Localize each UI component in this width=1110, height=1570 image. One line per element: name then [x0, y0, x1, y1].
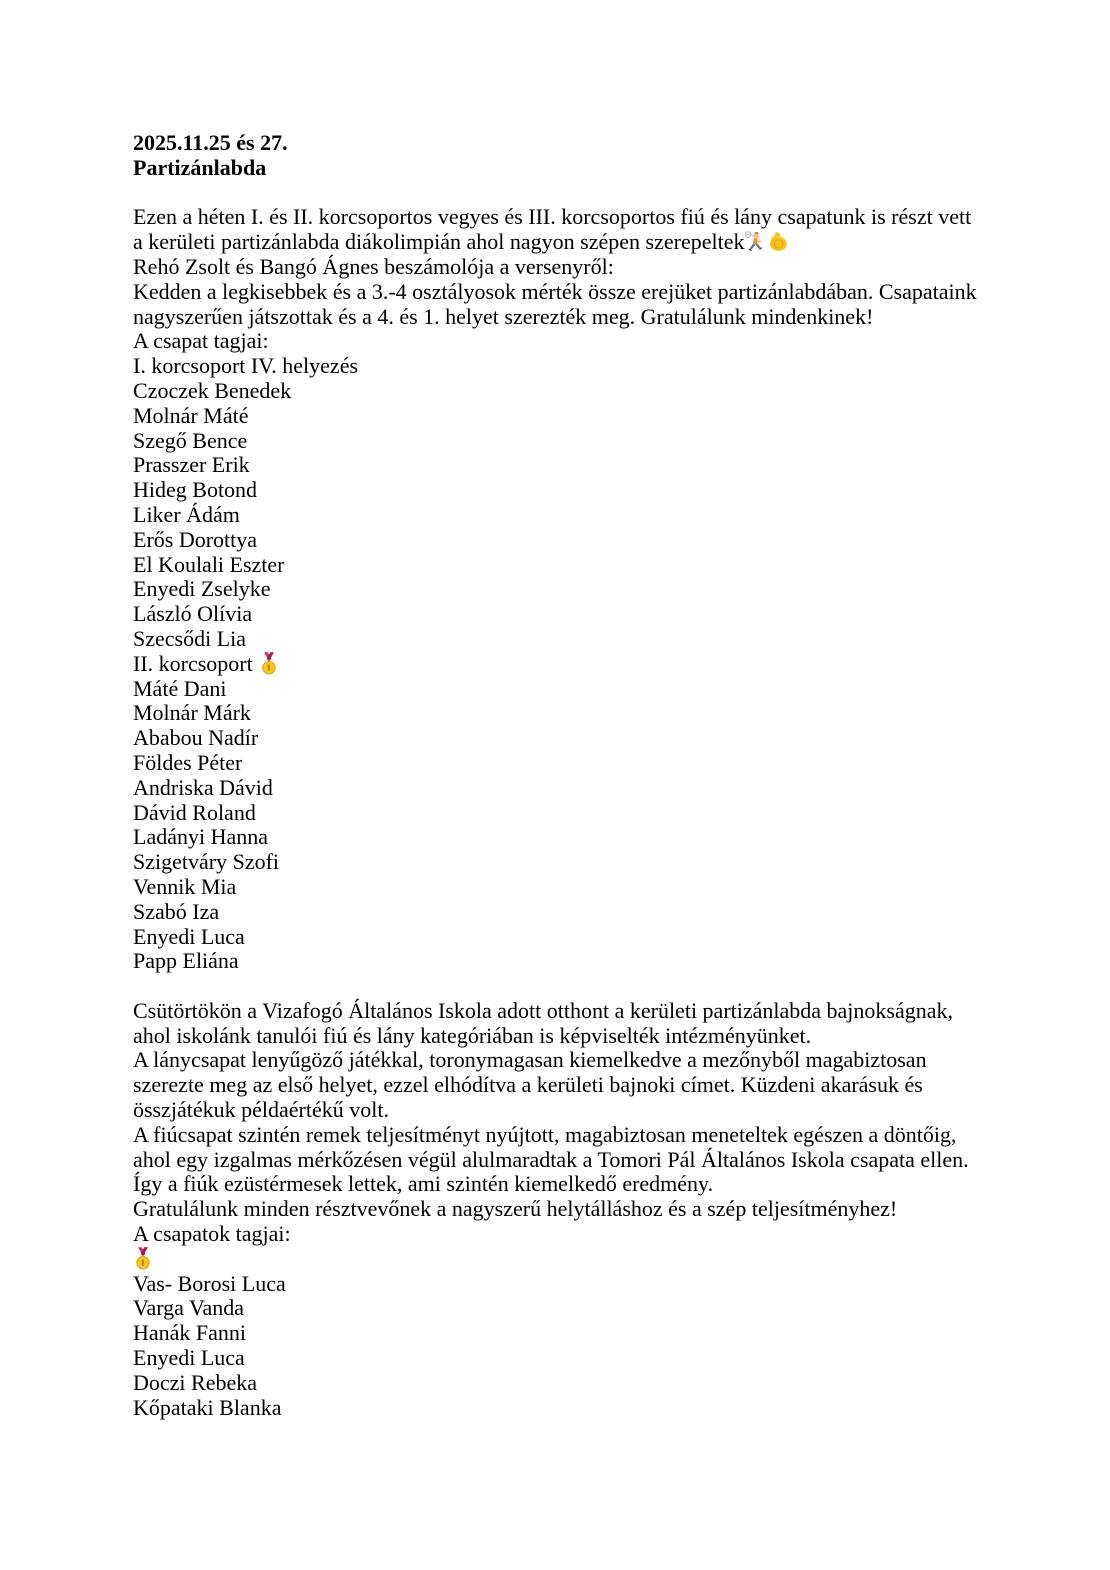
teams-members-label: A csapatok tagjai:: [133, 1221, 291, 1247]
group2-member-list: [133, 677, 978, 975]
team-member-name: Szegő Bence: [133, 427, 248, 453]
team-member-name: Erős Dorottya: [133, 526, 258, 552]
intro-paragraph: [133, 205, 978, 255]
team-member-name: Ababou Nadír: [133, 725, 259, 751]
gold-medal-icon: [259, 652, 279, 675]
group2-heading-text: II. korcsoport: [133, 650, 253, 676]
team-member-name: Enyedi Luca: [133, 1345, 245, 1371]
team-member-name: Földes Péter: [133, 749, 243, 775]
team-member-name: Doczi Rebeka: [133, 1369, 257, 1395]
team-member-name: Papp Eliána: [133, 948, 239, 974]
team-member-name: Vennik Mia: [133, 873, 237, 899]
team-member-name: Molnár Máté: [133, 402, 249, 428]
team-member-name: El Koulali Eszter: [133, 551, 285, 577]
team-member-name: Kőpataki Blanka: [133, 1394, 282, 1420]
team-member-name: Prasszer Erik: [133, 452, 250, 478]
team-member-name: Enyedi Luca: [133, 923, 245, 949]
team-member-name: Szecsődi Lia: [133, 625, 247, 651]
boys-team-paragraph: A fiúcsapat szintén remek teljesítményt nyújtott, magabiztosan meneteltek egészen a döntőig, ahol egy izgalmas mérkőzésen végül alulmaradtak a Tomori Pál Általános Iskola csapata ellen. Így a fiúk ezüstérmesek lettek, ami szintén kiemelkedő eredmény.: [133, 1121, 969, 1197]
person-playing-handball-icon: [744, 231, 766, 253]
thursday-report-paragraph: Csütörtökön a Vizafogó Általános Iskola adott otthont a kerületi partizánlabda bajnokságnak, ahol iskolánk tanulói fiú és lány kategóriában is képviselték intézményünket.: [133, 997, 954, 1048]
team-member-name: Dávid Roland: [133, 799, 256, 825]
intro-text: Ezen a héten I. és II. korcsoportos vegyes és III. korcsoportos fiú és lány csapatunk is részt vett a kerületi partizánlabda diákolimpián ahol nagyon szépen szerepeltek: [133, 204, 972, 255]
gold-medal-icon: [133, 1247, 153, 1270]
team-member-name: Ladányi Hanna: [133, 824, 268, 850]
date-heading: 2025.11.25 és 27.: [133, 130, 288, 155]
team-member-name: Szabó Iza: [133, 898, 220, 924]
team-member-name: Hanák Fanni: [133, 1320, 247, 1346]
spacer: [133, 181, 978, 206]
team-member-name: László Olívia: [133, 601, 253, 627]
byline: Rehó Zsolt és Bangó Ágnes beszámolója a versenyről:: [133, 253, 614, 279]
flexed-biceps-icon: [767, 231, 789, 253]
team-member-name: Andriska Dávid: [133, 774, 273, 800]
team-member-name: Szigetváry Szofi: [133, 849, 280, 875]
title-heading: Partizánlabda: [133, 154, 267, 180]
team-member-name: Varga Vanda: [133, 1295, 244, 1321]
team-member-name: Liker Ádám: [133, 501, 240, 527]
group1-heading: I. korcsoport IV. helyezés: [133, 353, 359, 379]
team-member-name: Vas- Borosi Luca: [133, 1270, 286, 1296]
congratulations-line: Gratulálunk minden résztvevőnek a nagyszerű helytálláshoz és a szép teljesítményhez!: [133, 1196, 898, 1222]
team-member-name: Hideg Botond: [133, 477, 258, 503]
girls-team-paragraph: A lánycsapat lenyűgöző játékkal, toronymagasan kiemelkedve a mezőnyből magabiztosan szerezte meg az első helyet, ezzel elhódítva a kerületi bajnoki címet. Küzdeni akarásuk és összjátékuk példaértékű volt.: [133, 1047, 927, 1123]
group1-member-list: [133, 379, 978, 652]
team-member-name: Enyedi Zselyke: [133, 576, 271, 602]
girls-medal-line: [133, 1247, 978, 1272]
team-member-name: Máté Dani: [133, 675, 227, 701]
tuesday-summary-paragraph: Kedden a legkisebbek és a 3.-4 osztályosok mérték össze erejüket partizánlabdában. Csapataink nagyszerűen játszottak és a 4. és 1. helyet szerezték meg. Gratulálunk mindenkinek!: [133, 278, 977, 329]
group2-heading: [133, 652, 978, 677]
team-members-label: A csapat tagjai:: [133, 328, 269, 354]
team-member-name: Molnár Márk: [133, 700, 251, 726]
girls-member-list: [133, 1272, 978, 1421]
team-member-name: Czoczek Benedek: [133, 377, 292, 403]
spacer: [133, 974, 978, 999]
